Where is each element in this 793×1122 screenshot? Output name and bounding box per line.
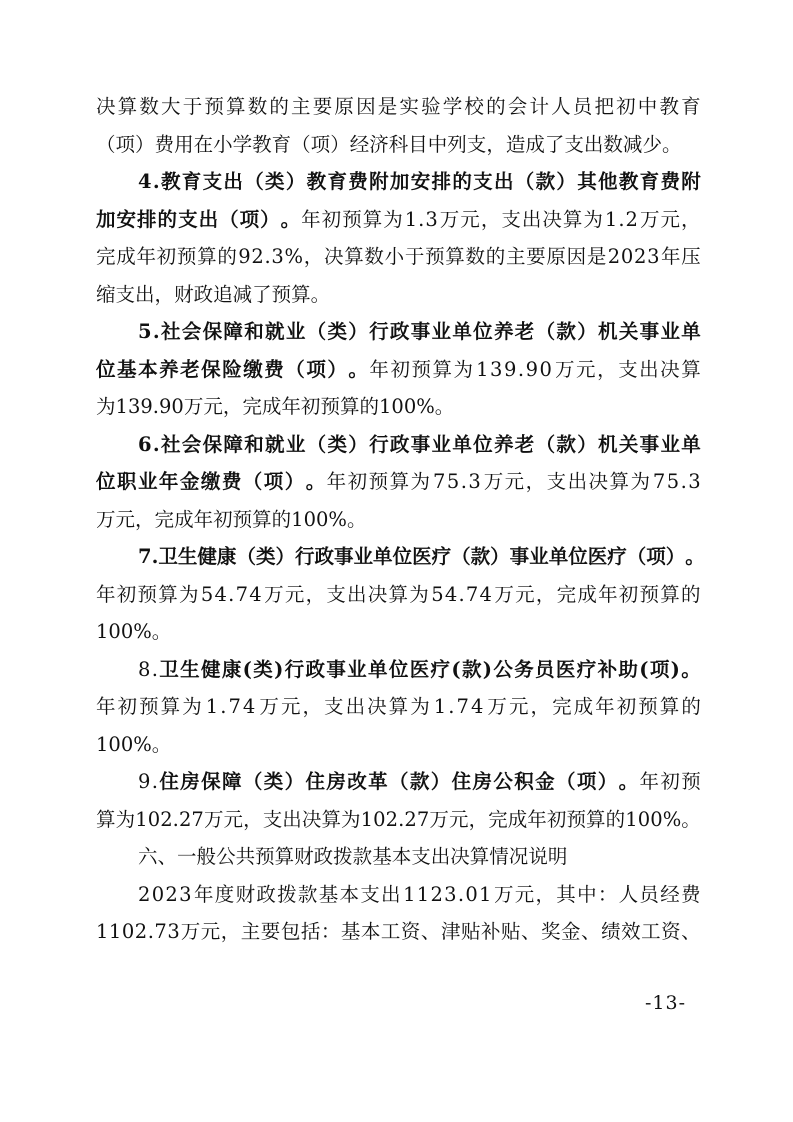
text-line: 年 初 预 算 为 1 . 7 4 万 元 ， 支 出 决 算 为 1 . 7 4 万 元 ， 完 成 年 初 预 算 的: [96, 695, 701, 718]
page-number: -13-: [645, 992, 687, 1014]
text-line: 位 基 本 养 老 保 险 缴 费 （ 项 ） 。 年 初 预 算 为 1 3 9 . 9 0 万 元 ， 支 出 决 算: [96, 357, 701, 381]
text-line: （ 项 ） 费 用 在 小 学 教 育 （ 项 ） 经 济 科 目 中 列 支 ， 造 成 了 支 出 数 减 少 。: [96, 132, 682, 156]
document-body: [96, 88, 705, 951]
text-line: 1 1 0 2 . 7 3 万 元 ， 主 要 包 括 ： 基 本 工 资 、 津 贴 补 贴 、 奖 金 、 绩 效 工 资 、: [96, 920, 701, 943]
text-line: 6 . 社 会 保 障 和 就 业 （ 类 ） 行 政 事 业 单 位 养 老 （ 款 ） 机 关 事 业 单: [138, 432, 701, 456]
text-line: 7 . 卫 生 健 康 （ 类 ） 行 政 事 业 单 位 医 疗 （ 款 ） 事 业 单 位 医 疗 （ 项 ） 。: [138, 545, 705, 568]
text-line: 2 0 2 3 年 度 财 政 拨 款 基 本 支 出 1 1 2 3 . 0 1 万 元 ， 其 中 ： 人 员 经 费: [138, 882, 701, 906]
text-line: 1 0 0 % 。: [96, 620, 172, 643]
text-line: 1 0 0 % 。: [96, 732, 172, 756]
text-line: 8 . 卫 生 健 康 ( 类 ) 行 政 事 业 单 位 医 疗 ( 款 ) 公 务 员 医 疗 补 助 ( 项 ) 。: [138, 657, 701, 681]
text-line: 5 . 社 会 保 障 和 就 业 （ 类 ） 行 政 事 业 单 位 养 老 （ 款 ） 机 关 事 业 单: [138, 320, 701, 343]
text-line: 决 算 数 大 于 预 算 数 的 主 要 原 因 是 实 验 学 校 的 会 计 人 员 把 初 中 教 育: [96, 95, 701, 118]
text-line: 9 . 住 房 保 障 （ 类 ） 住 房 改 革 （ 款 ） 住 房 公 积 金 （ 项 ） 。 年 初 预: [138, 770, 701, 793]
text-line: 4 . 教 育 支 出 （ 类 ） 教 育 费 附 加 安 排 的 支 出 （ 款 ） 其 他 教 育 费 附: [138, 170, 701, 193]
text-line: 位 职 业 年 金 缴 费 （ 项 ） 。 年 初 预 算 为 7 5 . 3 万 元 ， 支 出 决 算 为 7 5 . 3: [96, 470, 701, 493]
text-line: 缩 支 出 ， 财 政 追 减 了 预 算 。: [96, 282, 331, 306]
text-line: 六 、 一 般 公 共 预 算 财 政 拨 款 基 本 支 出 决 算 情 况 说 明: [138, 845, 568, 868]
text-line: 加 安 排 的 支 出 （ 项 ） 。 年 初 预 算 为 1 . 3 万 元 ， 支 出 决 算 为 1 . 2 万 元 ，: [96, 207, 701, 231]
text-line: 为 1 3 9 . 9 0 万 元 ， 完 成 年 初 预 算 的 1 0 0 % 。: [96, 395, 455, 418]
text-line: 万 元 ， 完 成 年 初 预 算 的 1 0 0 % 。: [96, 507, 367, 531]
text-line: 完 成 年 初 预 算 的 9 2 . 3 % ， 决 算 数 小 于 预 算 数 的 主 要 原 因 是 2 0 2 3 年 压: [96, 245, 701, 268]
text-line: 算 为 1 0 2 . 2 7 万 元 ， 支 出 决 算 为 1 0 2 . 2 7 万 元 ， 完 成 年 初 预 算 的 1 0 0 % 。: [96, 807, 701, 831]
text-line: 年 初 预 算 为 5 4 . 7 4 万 元 ， 支 出 决 算 为 5 4 . 7 4 万 元 ， 完 成 年 初 预 算 的: [96, 582, 701, 606]
